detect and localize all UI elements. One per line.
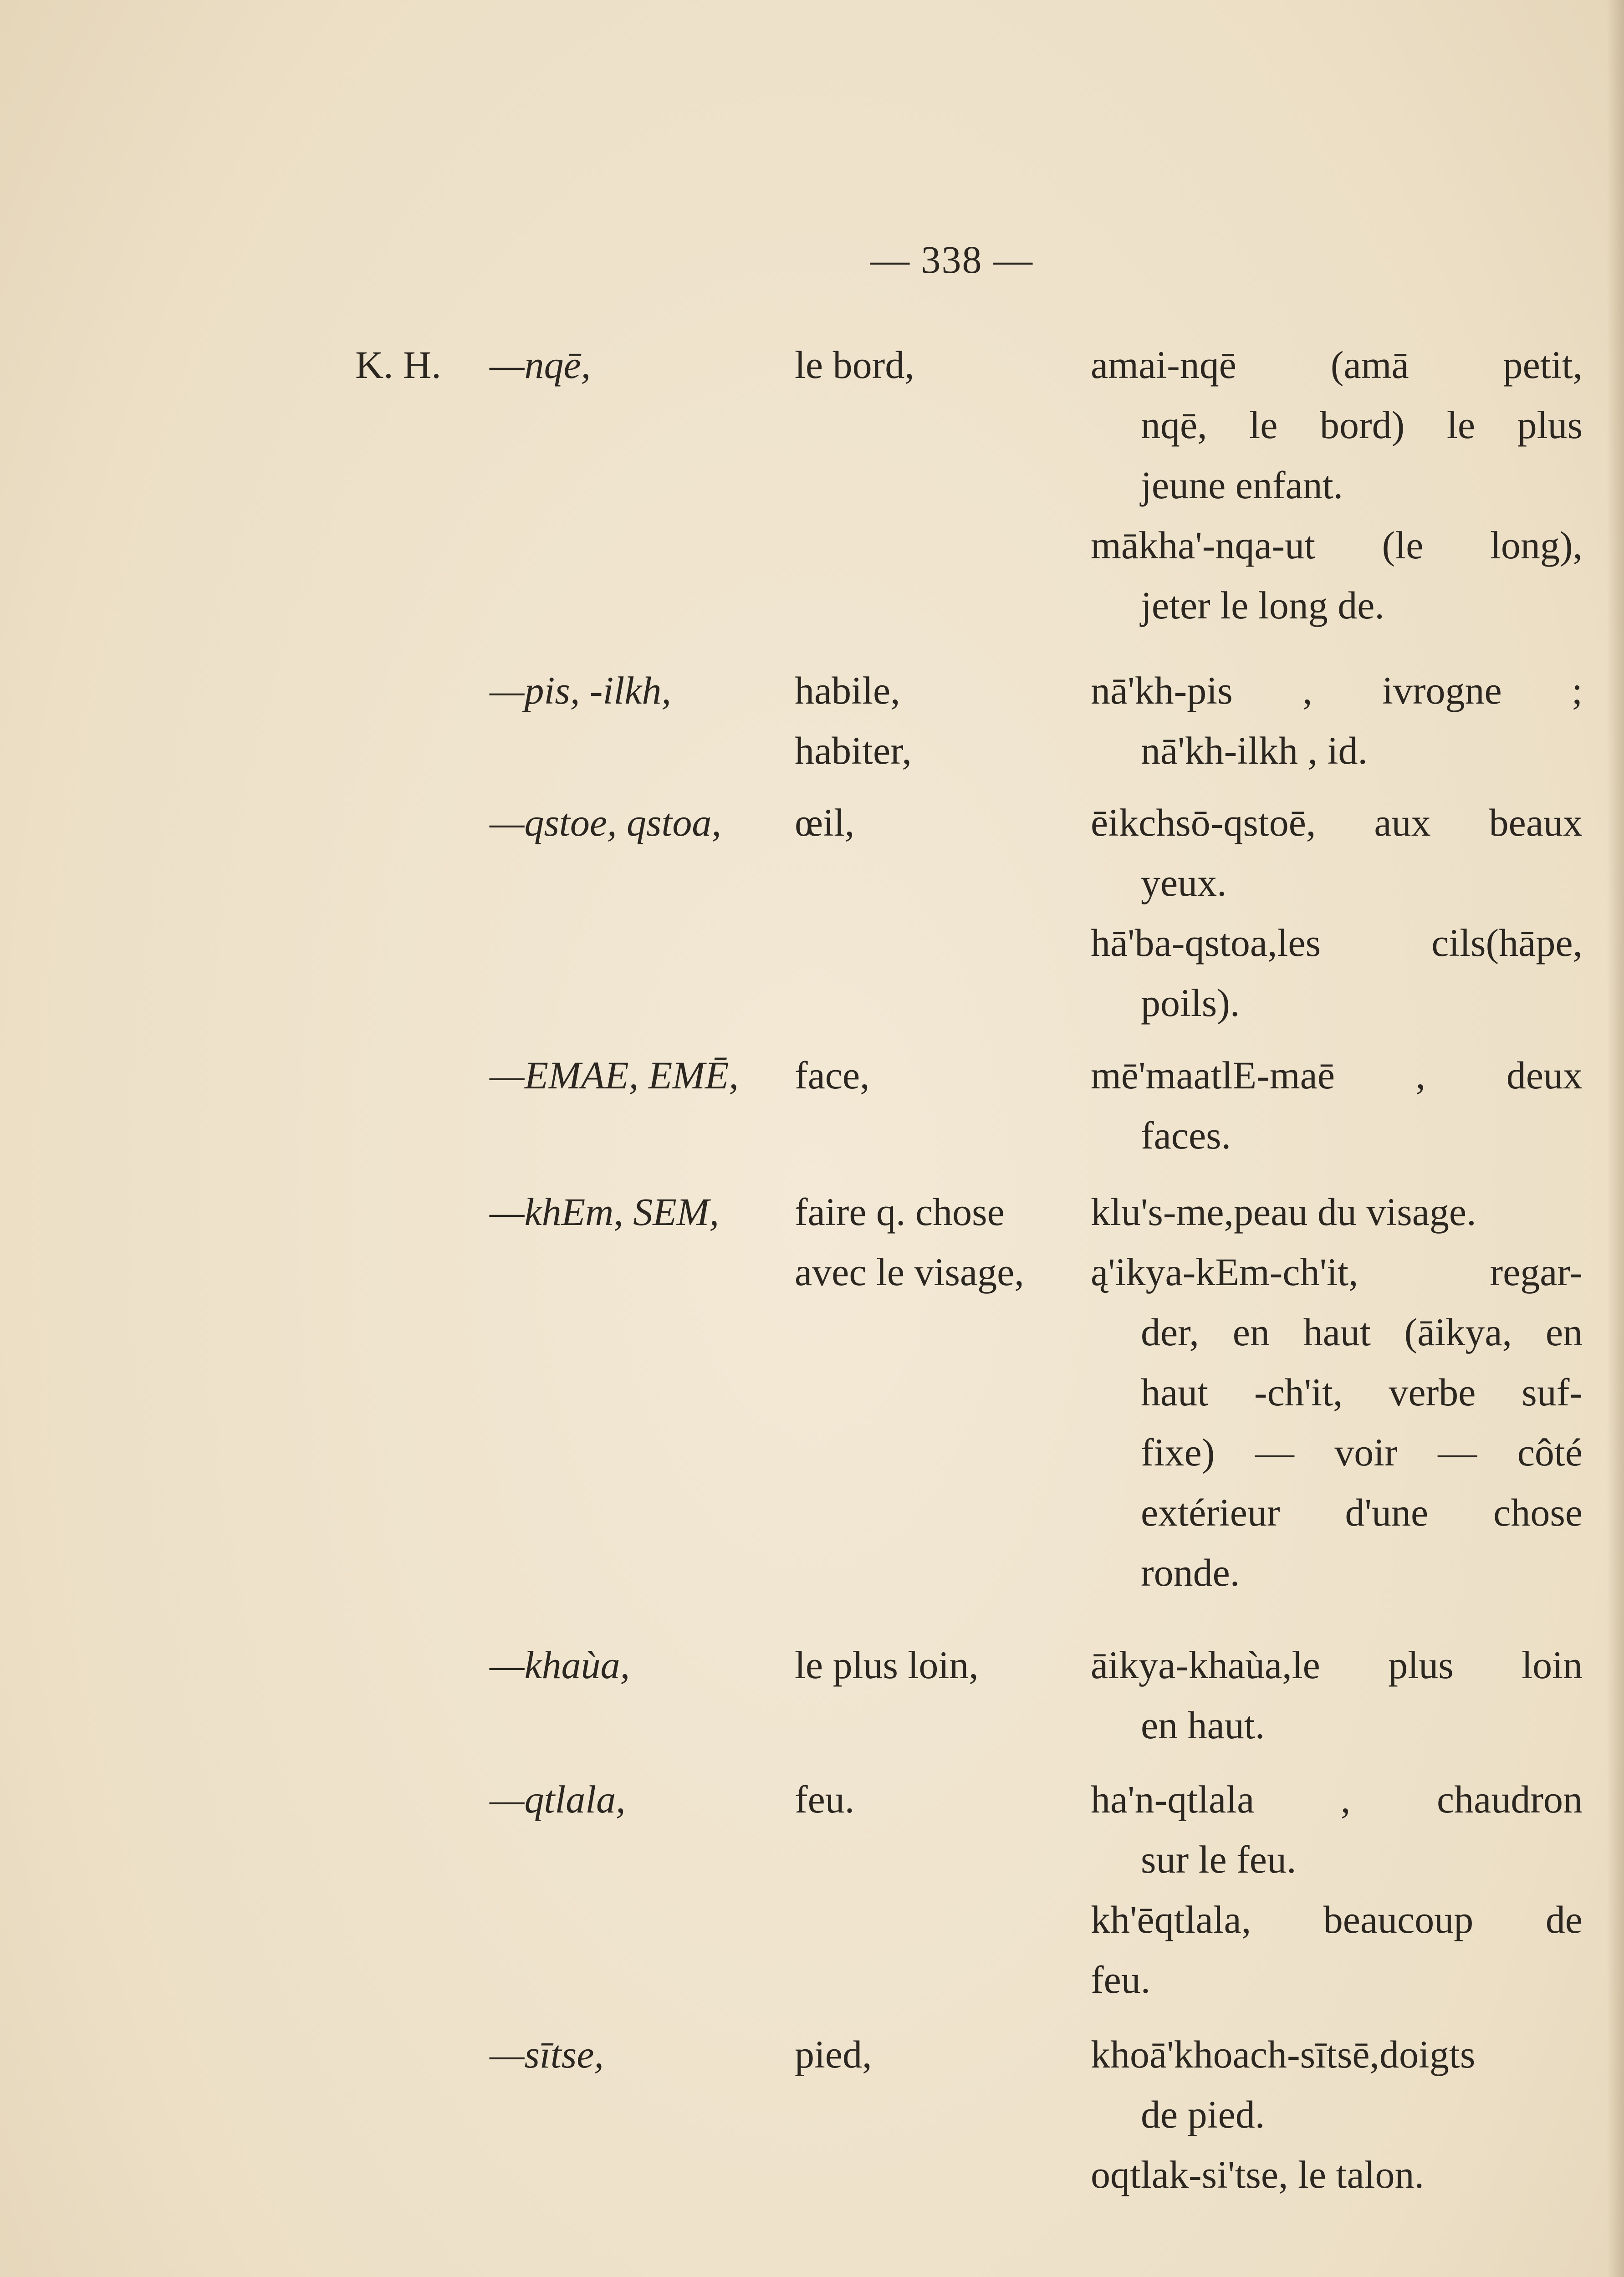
entry-gloss: habile, [795, 669, 900, 712]
example-line: mākha'-nqa-ut (le long), [1091, 523, 1583, 567]
example-line: klu's-me,peau du visage. [1091, 1190, 1476, 1234]
entry-gloss: faire q. chose [795, 1190, 1005, 1234]
entry-examples [1091, 660, 1583, 781]
entry-gloss: pied, [795, 2032, 872, 2076]
example-line: mē'maatlE-maē , deux [1091, 1053, 1583, 1097]
entry-gloss: face, [795, 1053, 870, 1097]
entry-gloss: le bord, [795, 343, 914, 387]
example-line: ēikchsō-qstoē, aux beaux [1091, 801, 1583, 844]
entry-gloss-continued: avec le visage, [795, 1250, 1024, 1294]
example-line: poils). [1141, 981, 1240, 1025]
page-edge [1607, 0, 1624, 2277]
entry-label: K. H. [355, 343, 441, 387]
entry-stem: —khaùa, [490, 1643, 630, 1687]
entry-gloss: feu. [795, 1777, 855, 1821]
example-line: faces. [1141, 1113, 1231, 1157]
entry-stem: —qstoe, qstoa, [490, 801, 721, 844]
entry-examples [1091, 1635, 1583, 1755]
entry-stem: —pis, -ilkh, [490, 669, 671, 712]
entry-gloss-continued: habiter, [795, 729, 912, 772]
entry-stem: —nqē, [490, 343, 591, 387]
example-line: hā'ba-qstoa,les cils(hāpe, [1091, 921, 1583, 965]
example-line: sur le feu. [1141, 1838, 1297, 1881]
entry-examples [1091, 1045, 1583, 1165]
example-line: ha'n-qtlala , chaudron [1091, 1777, 1583, 1821]
entry-examples [1091, 792, 1583, 1033]
entry-gloss: le plus loin, [795, 1643, 979, 1687]
example-line: ą'ikya-kEm-ch'it, regar- [1091, 1250, 1583, 1294]
entry-stem: —sītse, [490, 2032, 604, 2076]
example-line: extérieur d'une chose [1141, 1491, 1583, 1534]
example-line: kh'ēqtlala, beaucoup de [1091, 1898, 1583, 1941]
example-line: āikya-khaùa,le plus loin [1091, 1643, 1583, 1687]
example-line: de pied. [1141, 2093, 1265, 2136]
page-number: — 338 — [870, 238, 1033, 281]
example-line: khoā'khoach-sītsē,doigts [1091, 2032, 1476, 2076]
example-line: en haut. [1141, 1703, 1265, 1747]
example-line: haut -ch'it, verbe suf- [1141, 1370, 1583, 1414]
example-line: der, en haut (āikya, en [1141, 1310, 1583, 1354]
entry-stem: —EMAE, EMĒ, [490, 1053, 739, 1097]
entry-stem: —qtlala, [490, 1777, 626, 1821]
example-line: nqē, le bord) le plus [1141, 403, 1583, 447]
entry-examples [1091, 335, 1583, 635]
example-line: jeune enfant. [1141, 463, 1343, 507]
example-line: oqtlak-si'tse, le talon. [1091, 2153, 1425, 2196]
example-line: ronde. [1141, 1551, 1240, 1594]
entry-stem: —khEm, SEM, [490, 1190, 719, 1234]
example-line: feu. [1091, 1958, 1151, 2001]
entry-examples [1091, 1769, 1583, 2010]
example-line: amai-nqē (amā petit, [1091, 343, 1583, 387]
example-line: fixe) — voir — côté [1141, 1430, 1583, 1474]
example-line: yeux. [1141, 861, 1227, 904]
entry-examples [1091, 2024, 1583, 2205]
example-line: nā'kh-ilkh , id. [1141, 729, 1368, 772]
entry-examples [1091, 1182, 1583, 1603]
example-line: nā'kh-pis , ivrogne ; [1091, 669, 1583, 712]
example-line: jeter le long de. [1141, 583, 1384, 627]
entry-gloss: œil, [795, 801, 855, 844]
